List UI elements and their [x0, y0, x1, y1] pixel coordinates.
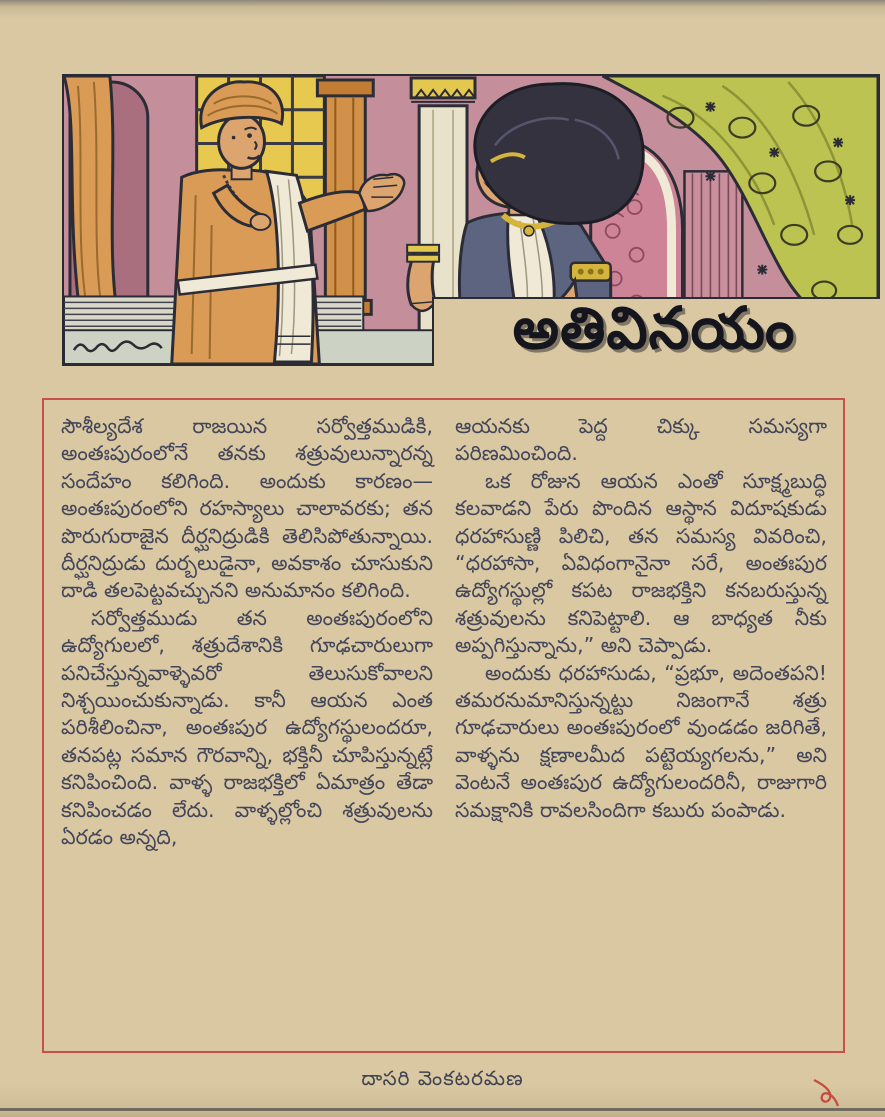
paragraph: అందుకు ధరహాసుడు, “ప్రభూ, అదెంతపని! తమరనుమానిస్తున్నట్టు నిజంగానే శత్రు గూఢచారులు అంతఃపురంలో వుండడం జరిగితే, వాళ్ళను క్షణాలమీద పట్టెయ్యగలను,” అని వెంటనే అంతఃపుర ఉద్యోగులందరినీ, రాజుగారి సమక్షానికి రావలసిందిగా కబురు పంపాడు. [455, 660, 827, 822]
story-text-box [42, 398, 845, 1053]
paragraph: సౌశీల్యదేశ రాజయిన సర్వోత్తముడికి, అంతఃపురంలోనే తనకు శత్రువులున్నారన్న సందేహం కలిగింది. అందుకు కారణం—అంతఃపురంలోని రహస్యాలు చాలావరకు; తన పొరుగురాజైన దీర్ఘనిద్రుడికి తెలిసిపోతున్నాయి. దీర్ఘనిద్రుడు దుర్బలుడైనా, అవకాశం చూసుకుని దాడి తలపెట్టవచ్చునని అనుమానం కలిగింది. [61, 414, 433, 603]
bottom-rule [0, 1108, 885, 1111]
story-column-left [61, 413, 433, 1041]
paragraph: ఒక రోజున ఆయన ఎంతో సూక్ష్మబుద్ధి కలవాడని పేరు పొందిన ఆస్థాన విదూషకుడు ధరహాసుణ్ణి పిలిచి, తన సమస్య వివరించి, “ధరహాసా, ఏవిధంగానైనా సరే, అంతఃపుర ఉద్యోగస్థుల్లో కపట రాజభక్తిని కనబరుస్తున్న శత్రువులను కనిపెట్టాలి. ఆ బాధ్యత నీకు అప్పగిస్తున్నాను,” అని చెప్పాడు. [455, 468, 827, 658]
author-byline: దాసరి వెంకటరమణ [361, 1066, 524, 1090]
story-title: అతివినయం [512, 294, 796, 362]
story-column-right [455, 413, 827, 1041]
paragraph: ఆయనకు పెద్ద చిక్కు సమస్యగా పరిణమించింది. [455, 414, 827, 466]
red-pen-mark [806, 1078, 842, 1110]
paragraph: సర్వోత్తముడు తన అంతఃపురంలోని ఉద్యోగులలో, శత్రుదేశానికి గూఢచారులుగా పనిచేస్తున్నవాళ్ళెవరో తెలుసుకోవాలని నిశ్చయించుకున్నాడు. కానీ ఆయన ఎంత పరిశీలించినా, అంతఃపుర ఉద్యోగస్థులందరూ, తనపట్ల సమాన గౌరవాన్ని, భక్తినీ చూపిస్తున్నట్లే కనిపించింది. వాళ్ళ రాజభక్తిలో ఏమాత్రం తేడా కనిపించడం లేదు. వాళ్ళల్లోంచి శత్రువులను ఏరడం అన్నది, [61, 605, 433, 850]
